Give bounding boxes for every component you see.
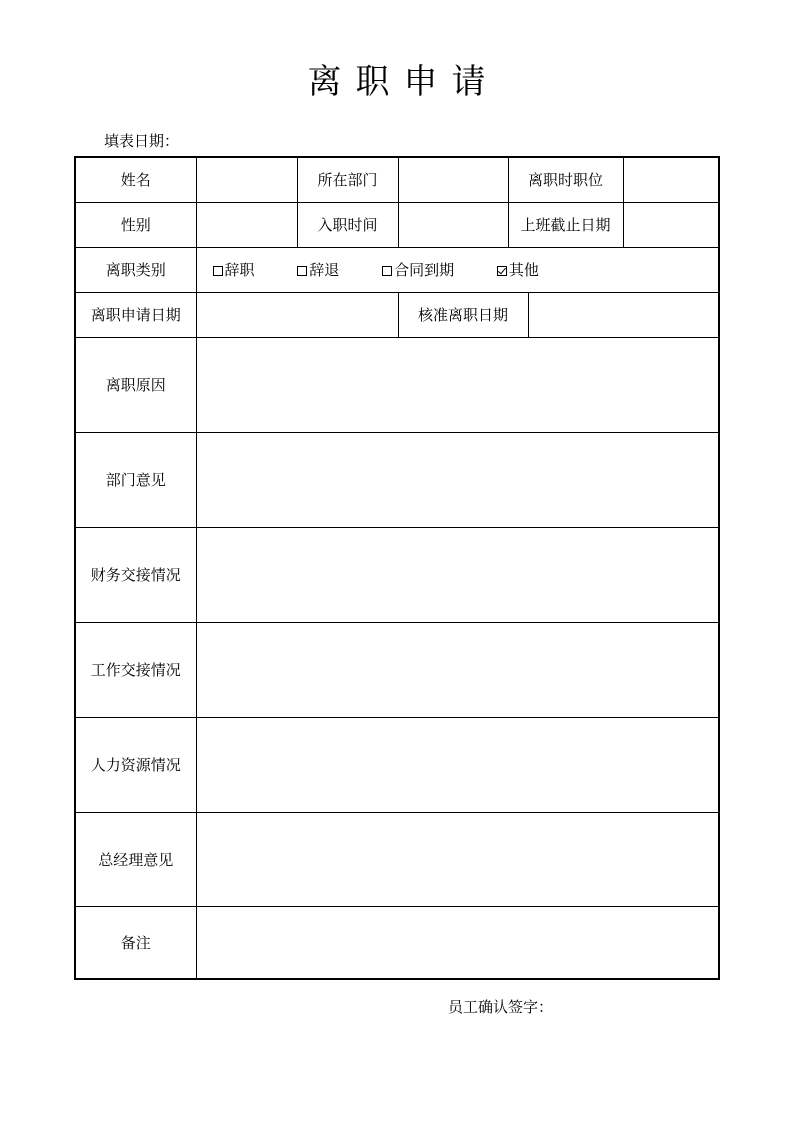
option-contract-expiry[interactable] [382,259,454,280]
row-work-handover [75,622,719,717]
row-hr [75,717,719,812]
hire-date-field[interactable] [398,202,508,247]
work-handover-field[interactable] [196,622,719,717]
row-gm-opinion [75,812,719,906]
name-field[interactable] [196,157,297,202]
gm-opinion-field[interactable] [196,812,719,906]
row-gender [75,202,719,247]
apply-date-label: 离职申请日期 [75,292,196,337]
reason-label: 离职原因 [75,337,196,432]
category-options [196,247,719,292]
name-label: 姓名 [75,157,196,202]
row-remarks [75,906,719,979]
hr-label: 人力资源情况 [75,717,196,812]
dept-opinion-label: 部门意见 [75,432,196,527]
option-contract-expiry-label: 合同到期 [394,261,455,279]
category-label: 离职类别 [75,247,196,292]
option-other-label: 其他 [508,261,539,279]
work-handover-label: 工作交接情况 [75,622,196,717]
last-day-field[interactable] [623,202,719,247]
checkbox-dismiss[interactable] [297,266,307,276]
row-dept-opinion [75,432,719,527]
hr-field[interactable] [196,717,719,812]
option-dismiss-label: 辞退 [309,261,340,279]
approved-date-field[interactable] [528,292,719,337]
resignation-form-table [74,156,720,980]
option-other[interactable] [497,259,539,280]
row-finance [75,527,719,622]
employee-sign-label: 员工确认签字： [448,998,554,1016]
option-resign[interactable] [213,259,255,280]
row-dates [75,292,719,337]
page-title: 离职申请 [307,62,500,102]
option-resign-label: 辞职 [224,261,255,279]
approved-date-label: 核准离职日期 [398,292,528,337]
checkbox-resign[interactable] [213,266,223,276]
fill-date-label: 填表日期： [104,132,180,150]
department-field[interactable] [398,157,508,202]
checkbox-contract-expiry[interactable] [382,266,392,276]
checkbox-other-checked[interactable] [497,266,507,276]
option-dismiss[interactable] [297,259,339,280]
apply-date-field[interactable] [196,292,398,337]
reason-field[interactable] [196,337,719,432]
remarks-label: 备注 [75,906,196,979]
row-category [75,247,719,292]
gm-opinion-label: 总经理意见 [75,812,196,906]
finance-label: 财务交接情况 [75,527,196,622]
row-name [75,157,719,202]
gender-label: 性别 [75,202,196,247]
gender-field[interactable] [196,202,297,247]
department-label: 所在部门 [297,157,398,202]
last-day-label: 上班截止日期 [508,202,623,247]
row-reason [75,337,719,432]
position-field[interactable] [623,157,719,202]
position-label: 离职时职位 [508,157,623,202]
finance-field[interactable] [196,527,719,622]
remarks-field[interactable] [196,906,719,979]
dept-opinion-field[interactable] [196,432,719,527]
hire-date-label: 入职时间 [297,202,398,247]
